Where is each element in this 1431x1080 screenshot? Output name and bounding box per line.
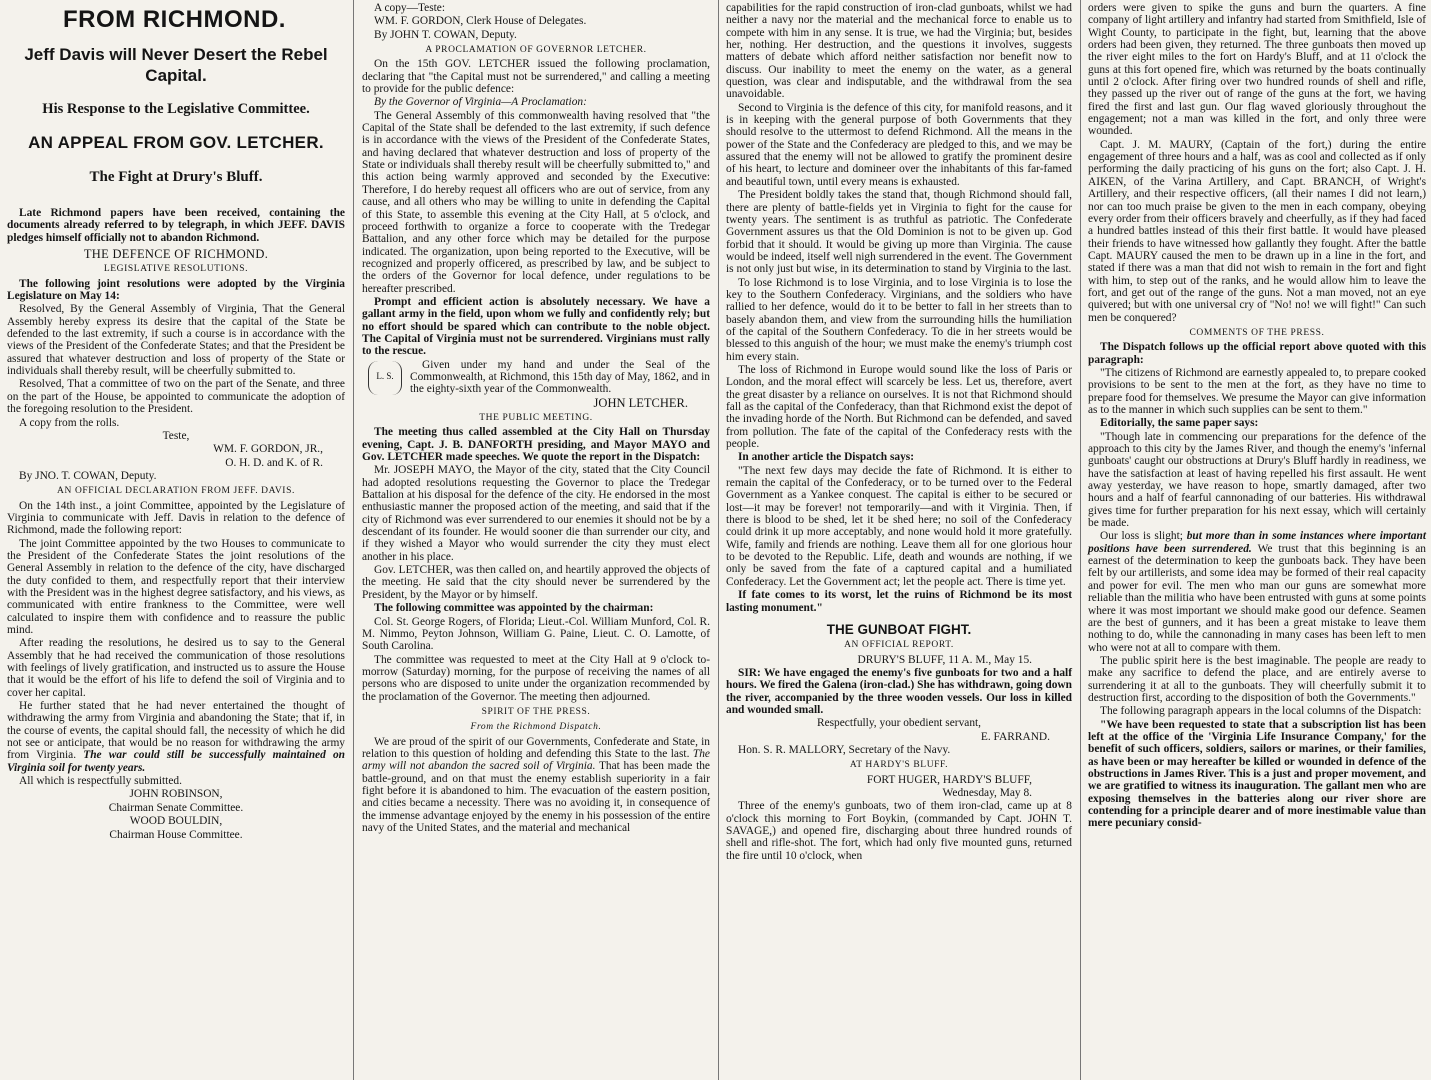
- subsection-heading: THE PUBLIC MEETING.: [479, 413, 593, 423]
- paragraph: Teste,: [162, 429, 190, 442]
- paragraph: Mr. JOSEPH MAYO, the Mayor of the city, stated that the City Council had adopted resolutions requesting the Governor to place the Tredegar Battalion at his disposal for the defence of the city. He endorsed in the most enthusiastic manner the proposed action of the meeting, and said that if the city of Richmond was ever surrendered to our enemies it should not be by a descendant of its founder. He would sooner die than surrender our city, and if they wished a Mayor who would surrender the city they must elect another in his place.: [362, 464, 710, 563]
- paragraph: Gov. LETCHER, was then called on, and heartily approved the objects of the meeting. He said that the city should never be surrendered by the President, by the Mayor or by himself.: [362, 564, 710, 601]
- paragraph: The joint Committee appointed by the two Houses to communicate to the President of the Confederate States the joint resolutions of the General Assembly in relation to the defence of the city, have discharged the duty confided to them, and respectfully report that their interview with the President was in the highest degree satisfactory, and his views, as communicated with entire frankness to the Committee, were well calculated to inspire them with confidence and to reassure the public mind.: [7, 537, 345, 636]
- paragraph: Given under my hand and under the Seal of the Commonwealth, at Richmond, this 15th day of May, 1862, and in the eighty-sixth year of the Commonwealth.: [410, 358, 710, 396]
- signature: Chairman Senate Committee.: [108, 801, 244, 814]
- paragraph: On the 14th inst., a joint Committee, appointed by the Legislature of Virginia to communicate with Jeff. Davis in relation to the defence of Richmond, made the following report:: [7, 499, 345, 537]
- paragraph: "Though late in commencing our preparations for the defence of the approach to this city by the James River, and though the enemy's 'infernal gunboats' caught our obstructions at Drury's Bluff hardly in readiness, we have the satisfaction at least of having repelled his first assault. He went away yesterday, we have reason to hope, smartly damaged, after two hours and a half of fearful cannonading of our batteries. His withdrawal gives time for further preparation for his next essay, which will certainly be made.: [1088, 430, 1426, 530]
- paragraph-text: Our loss is slight;: [1100, 530, 1183, 543]
- subsection-heading: SPIRIT OF THE PRESS.: [481, 706, 591, 717]
- column-rule: [353, 0, 354, 1080]
- signature: E. FARRAND.: [980, 730, 1050, 743]
- paragraph: [362, 736, 710, 835]
- paragraph: The following paragraph appears in the local columns of the Dispatch:: [1100, 705, 1422, 718]
- paragraph: Respectfully, your obedient servant,: [816, 717, 982, 730]
- dateline: FORT HUGER, HARDY'S BLUFF,: [866, 773, 1032, 786]
- paragraph: A copy—Teste:: [374, 2, 446, 14]
- paragraph: Hon. S. R. MALLORY, Secretary of the Navy.: [738, 743, 951, 756]
- paragraph: Resolved, By the General Assembly of Virginia, That the General Assembly hereby express its desire that the capital of the State be defended to the last extremity, if such a course is in accordance with the views of the President of the Confederate States; and that the President be assured that whatever destruction and loss of property of the State or individuals shall thereby result, will be cheerfully submitted to.: [7, 303, 345, 378]
- paragraph: The following committee was appointed by the chairman:: [374, 602, 654, 615]
- signature: JOHN ROBINSON,: [129, 788, 223, 801]
- paragraph: Three of the enemy's gunboats, two of them iron-clad, came up at 8 o'clock this morning to Fort Boykin, (commanded by Capt. JOHN T. SAVAGE,) and opened fire, discharging about three hundred rounds of shell and rifle-shot. The fort, which had only five mounted guns, returned the fire until 10 o'clock, when: [726, 800, 1072, 862]
- signature: WOOD BOULDIN,: [129, 815, 223, 828]
- emphasis-text: The army will not abandon the sacred soil of Virginia.: [362, 747, 710, 773]
- paragraph-text: We trust that this beginning is an earnest of the determination to keep the gunboats back. They have been felt by our artillerists, and some idea may be formed of their real capacity and power for evil. The men who man our guns are somewhat more reliable than the militia who have been entrusted with guns at some points where it was most important we should make good our defence. Seamen are the best of gunners, and it has been a great mistake to leave them nothing to do, while the cannonading in many cases has been left to men who were not at all to compare with them.: [1088, 542, 1426, 654]
- paragraph: All which is respectfully submitted.: [19, 775, 182, 788]
- paragraph: The President boldly takes the stand that, though Richmond should fall, there are plenty of battle-fields yet in Virginia to fight for the cause for twenty years. The sentiment is as truthful as patriotic. The Confederate Government assures us that the Old Dominion is not to be given up. God forbid that it should. It would be giving up more than Virginia. The cause would be indeed, itself well nigh surrendered in the event. The Government is not only just but wise, in its determination to stand by Virginia to the last.: [726, 189, 1072, 276]
- paragraph: If fate comes to its worst, let the ruins of Richmond be its most lasting monument.": [726, 589, 1072, 614]
- headline-title: FROM RICHMOND.: [63, 6, 286, 33]
- paragraph: By the Governor of Virginia—A Proclamation:: [374, 96, 587, 109]
- subsection-heading: AN OFFICIAL REPORT.: [844, 640, 954, 651]
- subsection-heading: A PROCLAMATION OF GOVERNOR LETCHER.: [425, 45, 647, 56]
- paragraph: [1088, 530, 1426, 653]
- paragraph: The loss of Richmond in Europe would sound like the loss of Paris or London, and the moral effect will scarcely be less. Let us, therefore, avert the great disaster by a reliance on ourselves. It is not that Richmond should fall as the capital of the Confederacy, than that Richmond exist the depot of the invading horde of the North. But Richmond can be defended, and saved from pollution. The fate of the capital of the Confederacy rests with the people.: [726, 363, 1072, 451]
- subsection-heading: LEGISLATIVE RESOLUTIONS.: [103, 264, 249, 275]
- column-4: [1085, 2, 1429, 1078]
- column-2: [359, 2, 713, 1078]
- paragraph: The committee was requested to meet at the City Hall at 9 o'clock to-morrow (Saturday) morning, for the purpose of receiving the names of all persons who are disposed to unite under the organization recommended by the proclamation of the Governor. The meeting then adjourned.: [362, 653, 710, 703]
- subsection-heading: AN OFFICIAL DECLARATION FROM JEFF. DAVIS.: [57, 486, 295, 497]
- column-rule: [1080, 0, 1081, 1080]
- seal-block: [362, 359, 710, 396]
- headline-deck-4: The Fight at Drury's Bluff.: [89, 169, 263, 185]
- paragraph: SIR: We have engaged the enemy's five gunboats for two and a half hours. We fired the Galena (iron-clad.) She has withdrawn, going down the river, accompanied by the three wooden vessels. Our loss in killed and wounded small.: [726, 666, 1072, 716]
- column-3: [723, 2, 1075, 1078]
- headline-deck-3: AN APPEAL FROM GOV. LETCHER.: [28, 133, 324, 152]
- dateline: Wednesday, May 8.: [942, 786, 1032, 799]
- section-heading: THE GUNBOAT FIGHT.: [826, 621, 972, 637]
- paragraph: The General Assembly of this commonwealth having resolved that "the Capital of the State shall be defended to the last extremity, if such defence is in accordance with the views of the President of the Confederate States, and having declared that whatever destruction and loss of property of the State or individuals shall thereby result will be cheerfully submitted to," and this action being warmly approved and seconded by the Executive: Therefore, I do hereby request all officers who are out of service, from any cause, and all others who may be willing to unite in defending the Capital of this State, to assemble this evening at the City Hall, at 5 o'clock, and proceed forthwith to organize a force to cooperate with the Tredegar Battalion, and any other force which may be detailed for the purpose indicated. The organization, upon being reported to the Executive, will be recognized and properly officered, as prescribed by law, and be subject to the orders of the Governor for local defence, under regulations to be hereafter prescribed.: [362, 109, 710, 295]
- paragraph: Capt. J. M. MAURY, (Captain of the fort,) during the entire engagement of three hours and a half, was as cool and collected as if only performing the daily practicing of his guns on the fort; also Capt. J. H. AIKEN, of the Varina Artillery, and Capt. BRANCH, of Wright's Artillery, and their respective officers, (all their names I did not learn,) nor can too much praise be given to the men in each company, obeying every order from their officers bravely and cheerfully, as if they had faced a hundred battles instead of this their first battle. It would have pleased their friends to have witnessed how gallantly they fought. After the battle Capt. MAURY caused the men to be drawn up in a line in the fort, and stated if there was a man that did not wish to remain in the fort and fight with him, to step out of the ranks, and he would allow him to leave the fort, and get out of the range of the guns. Not a man moved, not an eye quivered; but with one universal cry of "No! no! we will fight!" Can such men be conquered?: [1088, 138, 1426, 324]
- paragraph: "The next few days may decide the fate of Richmond. It is either to remain the capital of the Confederacy, or to be turned over to the Federal Government as a Yankee conquest. The capital is either to be secured or lost—it may be forever! not temporarily—and with it Virginia. Then, if there is blood to be shed, let it be shed here; no soil of the Confederacy could drink it up more acceptably, and none would hold it more gratefully. Wife, family and friends are nothing. Leave them all for one glorious hour to be devoted to the Republic. Life, death and wounds are nothing, if we only be saved from the fate of a captured capital and a humiliated Confederacy. Let the Government act; let the people act. There is time yet.: [726, 464, 1072, 588]
- headline-deck-2: His Response to the Legislative Committee.: [42, 101, 310, 117]
- column-rule: [718, 0, 719, 1080]
- paragraph-text: We are proud of the spirit of our Governments, Confederate and State, in relation to this question of holding and defending this State to the last.: [362, 735, 710, 760]
- signature: Chairman House Committee.: [109, 828, 243, 841]
- emphasis-text: but more than in some instances where important positions have been surrendered.: [1088, 530, 1426, 555]
- subsection-heading: COMMENTS OF THE PRESS.: [1189, 327, 1325, 338]
- intro-paragraph: Late Richmond papers have been received, containing the documents already referred to by telegraph, in which JEFF. DAVIS pledges himself officially not to abandon Richmond.: [7, 207, 345, 244]
- emphasis-text: The war could still be successfully maintained on Virginia soil for twenty years.: [7, 749, 346, 774]
- signature: By JOHN T. COWAN, Deputy.: [374, 28, 517, 41]
- dateline: DRURY'S BLUFF, 11 A. M., May 15.: [857, 653, 1032, 666]
- paragraph: [7, 700, 345, 774]
- paragraph: The public spirit here is the best imaginable. The people are ready to make any sacrifice to defend the place, and are entirely averse to surrendering it at all to the gunboats. They will cheerfully submit it to destruction first, according to the disposition of both the Governments.": [1088, 654, 1426, 704]
- paragraph: In another article the Dispatch says:: [738, 451, 915, 464]
- paragraph: To lose Richmond is to lose Virginia, and to lose Virginia is to lose the key to the Southern Confederacy. Virginians, and the soldiers who have rallied to her defence, would do it to be better to fall in her streets than to basely abandon them, and view from the surrounding hills the humiliation of the capital of the Southern Confederacy. To die in her streets would be blessed to this anguish of the hour; we must make the enemy's triumph cost him every stain.: [726, 276, 1072, 363]
- signature: WM. F. GORDON, Clerk House of Delegates.: [374, 15, 587, 28]
- section-heading: THE DEFENCE OF RICHMOND.: [83, 247, 269, 262]
- paragraph: After reading the resolutions, he desired us to say to the General Assembly that he had received the communication of those resolutions with feelings of lively gratification, and instructed us to assure the House that it would be the effort of his life to defend the soil of Virginia and to cover her capital.: [7, 637, 345, 699]
- signature: By JNO. T. COWAN, Deputy.: [19, 469, 157, 482]
- paragraph: A copy from the rolls.: [19, 416, 120, 429]
- paragraph: capabilities for the rapid construction of iron-clad gunboats, whilst we had neither a navy nor the material and the mechanical force to enable us to compete with him in any sense. It is true, we had the Virginia; but, besides her, nothing. Her destruction, and the questions it involves, suggests matters of debate which afford neither satisfaction nor benefit now to discuss. Our inability to meet the enemy on the water, as a general question, was clear and indisputable, and the withdrawal from the sea unavoidable.: [726, 2, 1072, 101]
- paragraph: The Dispatch follows up the official report above quoted with this paragraph:: [1088, 341, 1426, 366]
- column-1: [4, 2, 348, 1078]
- paragraph: Col. St. George Rogers, of Florida; Lieut.-Col. William Munford, Col. R. M. Nimmo, Peyton Johnson, William G. Paine, Lieut. C. O. Lamotte, of South Carolina.: [362, 615, 710, 653]
- signature: O. H. D. and K. of R.: [225, 456, 323, 469]
- headline-deck-1: Jeff Davis will Never Desert the Rebel Capital.: [24, 45, 328, 85]
- paragraph: Second to Virginia is the defence of this city, for manifold reasons, and it is in keeping with the general purpose of both Governments that they should resolve to the uttermost to defend Richmond. All the means in the power of the State and the Confederacy are pledged to this, and we may be assured that the enemy will not be allowed to gratify the prominent desire of his heart, to lecture and domineer over the inhabitants of this far-famed and beautiful town, until every means is exhausted.: [726, 101, 1072, 188]
- paragraph: The following joint resolutions were adopted by the Virginia Legislature on May 14:: [7, 277, 345, 303]
- paragraph: Resolved, That a committee of two on the part of the Senate, and three on the part of the House, be appointed to communicate the adoption of the foregoing resolution to the President.: [7, 378, 345, 416]
- paragraph: The meeting thus called assembled at the City Hall on Thursday evening, Capt. J. B. DANFORTH presiding, and Mayor MAYO and Gov. LETCHER made speeches. We quote the report in the Dispatch:: [362, 426, 710, 464]
- paragraph-text: He further stated that he had never entertained the thought of withdrawing the army from Virginia and abandoning the State; that if, in the course of events, the capital should fall, the necessity of which he did not see or anticipate, that would be no reason for withdrawing the army from Virginia.: [7, 700, 345, 762]
- paragraph: Editorially, the same paper says:: [1100, 417, 1259, 430]
- paragraph: "We have been requested to state that a subscription list has been left at the office of the 'Virginia Life Insurance Company,' for the benefit of such officers, soldiers, sailors or marines, or their families, as have been or may hereafter be killed or wounded in defence of the obstructions in James River. This is a just and proper movement, and we are gratified to witness its inauguration. The gallant men who are exposing themselves in the batteries along our river shore are contending for a principle dearer and of more inestimable value than mere pecuniary consid-: [1088, 718, 1426, 830]
- paragraph: On the 15th GOV. LETCHER issued the following proclamation, declaring that "the Capital must not be surrendered," and calling a meeting to provide for the public defence:: [362, 58, 710, 96]
- signature: JOHN LETCHER.: [593, 395, 688, 410]
- paragraph: Prompt and efficient action is absolutely necessary. We have a gallant army in the field, upon whom we fully and confidently rely; but no effort should be spared which can contribute to the noble object. The Capital of Virginia must not be surrendered. Virginians must rally to the rescue.: [362, 295, 710, 358]
- paragraph-text: That has been made the battle-ground, and on that must the enemy establish superiority in a fair fight before it is abandoned to him. The evacuation of the eastern position, and cities became a necessity. There was no avoiding it, in consequence of the immense advantage enjoyed by the enemy in his possession of the entire navy of the United States, and the material and mechanical: [362, 760, 710, 834]
- signature: WM. F. GORDON, JR.,: [213, 443, 323, 456]
- paragraph: orders were given to spike the guns and burn the quarters. A fine company of light artillery and infantry had started from Smithfield, Isle of Wight County, to participate in the fight, but, learning that the above orders had been given, they returned. The three gunboats then moved up the river eight miles to the fort on Hardy's Bluff, and at 11 o'clock the guns at this fort opened fire, which was returned by the boats continually until 2 o'clock. After firing over two hundred rounds of shell and rifle, they passed up the river out of range of the guns at the fort, we having fired the first and last gun. Our flag waved gloriously throughout the engagement; not a man was killed in the fort, and only three were wounded.: [1088, 2, 1426, 138]
- seal-mark: L. S.: [368, 361, 402, 395]
- subsection-heading: AT HARDY'S BLUFF.: [849, 760, 949, 771]
- subsection-heading: From the Richmond Dispatch.: [470, 722, 602, 733]
- paragraph: "The citizens of Richmond are earnestly appealed to, to prepare cooked provisions to be sent to the men at the fort, as they have no time to prepare food for themselves. We presume the Mayor can give information as to the manner in which such supplies can be sent to them.": [1088, 366, 1426, 416]
